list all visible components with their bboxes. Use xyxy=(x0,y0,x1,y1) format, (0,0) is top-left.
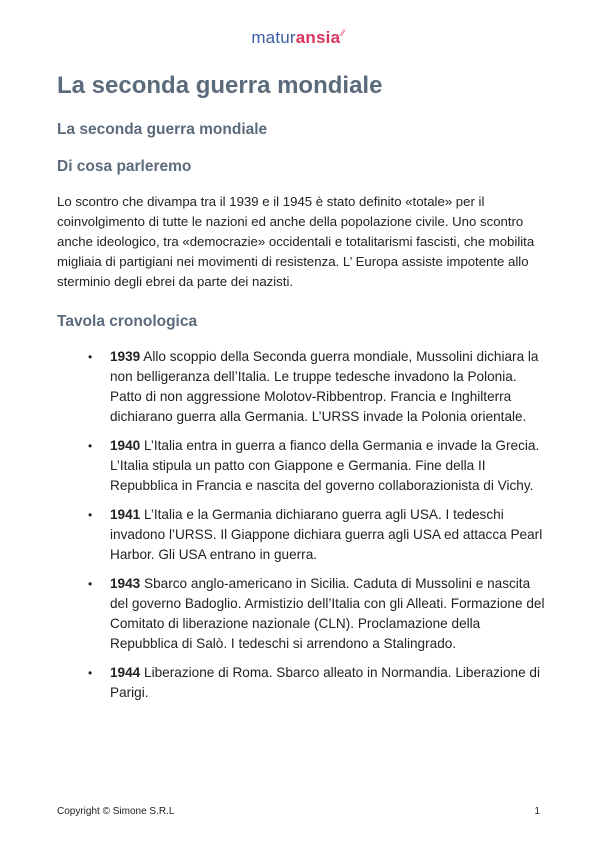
timeline-year: 1939 xyxy=(110,349,141,364)
timeline-text: L’Italia e la Germania dichiarano guerra agli USA. I tedeschi invadono l’URSS. Il Giappone dichiara guerra agli USA ed attacca Pearl Harbor. Gli USA entrano in guerra. xyxy=(110,507,543,562)
bullet-icon: • xyxy=(88,350,93,364)
logo-text-part2: ansia xyxy=(295,28,341,47)
timeline-year: 1940 xyxy=(110,438,141,453)
maturansia-logo xyxy=(0,28,596,48)
bullet-icon: • xyxy=(88,577,93,591)
timeline-year: 1944 xyxy=(110,665,141,680)
timeline-item xyxy=(88,436,548,496)
timeline-item xyxy=(88,505,548,565)
page-subtitle: La seconda guerra mondiale xyxy=(57,121,268,138)
bullet-icon: • xyxy=(88,508,93,522)
bullet-icon: • xyxy=(88,439,93,453)
page-number: 1 xyxy=(534,806,540,817)
timeline-text: L’Italia entra in guerra a fianco della Germania e invade la Grecia. L’Italia stipula un patto con Giappone e Germania. Fine della II Repubblica in Francia e nascita del governo collaborazionista di Vichy. xyxy=(110,438,540,493)
section-heading-timeline: Tavola cronologica xyxy=(57,313,198,330)
timeline-year: 1943 xyxy=(110,576,141,591)
timeline-year: 1941 xyxy=(110,507,141,522)
copyright-text: Copyright © Simone S.R.L xyxy=(57,806,175,817)
timeline-item xyxy=(88,663,548,703)
bullet-icon: • xyxy=(88,666,93,680)
timeline-text: Sbarco anglo-americano in Sicilia. Caduta di Mussolini e nascita del governo Badoglio. Armistizio dell’Italia con gli Alleati. Formazione del Comitato di liberazione nazionale (CLN). Proclamazione della Repubblica di Salò. I tedeschi si arrendono a Stalingrado. xyxy=(110,576,545,651)
logo-spark-icon: ⁄⁄ xyxy=(341,28,345,39)
timeline-item xyxy=(88,574,548,654)
timeline-item xyxy=(88,347,548,427)
page-footer xyxy=(57,806,540,817)
logo-text-part1: matur xyxy=(251,28,296,47)
page-title: La seconda guerra mondiale xyxy=(57,72,383,99)
timeline-text: Allo scoppio della Seconda guerra mondiale, Mussolini dichiara la non belligeranza dell’Italia. Le truppe tedesche invadono la Polonia. Patto di non aggressione Molotov-Ribbentrop. Francia e Inghilterra dichiarano guerra alla Germania. L’URSS invade la Polonia orientale. xyxy=(110,349,539,424)
section-heading-overview: Di cosa parleremo xyxy=(57,158,192,175)
timeline-text: Liberazione di Roma. Sbarco alleato in Normandia. Liberazione di Parigi. xyxy=(110,665,540,700)
timeline-list xyxy=(88,347,548,712)
intro-paragraph: Lo scontro che divampa tra il 1939 e il 1945 è stato definito «totale» per il coinvolgimento di tutte le nazioni ed anche della popolazione civile. Uno scontro anche ideologico, tra «democrazie» occidentali e totalitarismi fascisti, che mobilita migliaia di partigiani nei movimenti di resistenza. L’ Europa assiste impotente allo sterminio degli ebrei da parte dei nazisti. xyxy=(57,194,535,289)
